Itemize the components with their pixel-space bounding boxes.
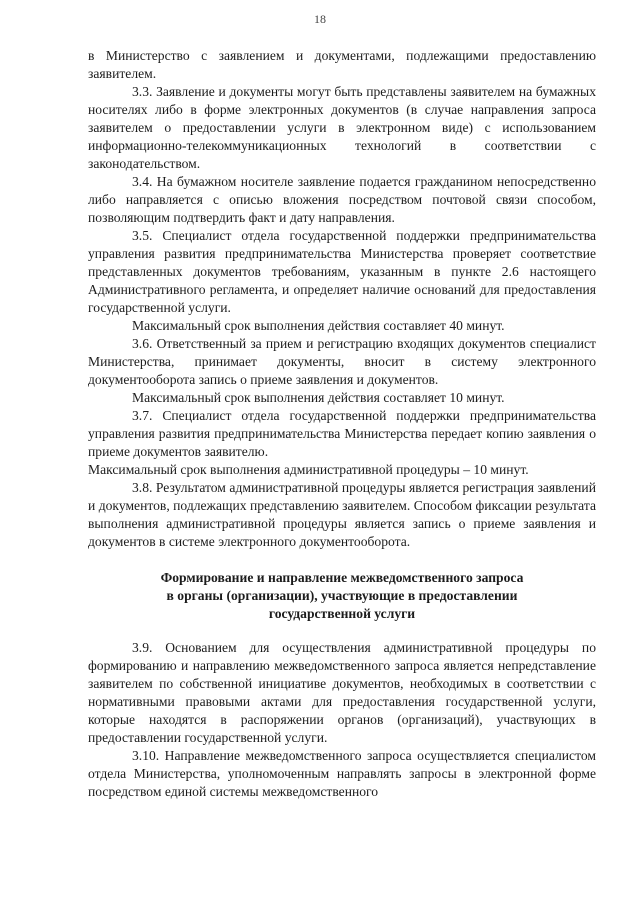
section-heading-line: государственной услуги [268,606,416,621]
section-heading [88,569,596,623]
paragraph-3-7: 3.7. Специалист отдела государственной поддержки предпринимательства управления развития предпринимательства Министерства передает копию заявления о приеме документов заявителю. [88,408,596,459]
paragraph-3-9: 3.9. Основанием для осуществления административной процедуры по формированию и направлению межведомственного запроса является непредставление заявителем по собственной инициативе документов, необходимых в соответствии с нормативными правовыми актами для предоставления государственной услуги, которые находятся в распоряжении органов (организаций), участвующих в предоставлении государственной услуги. [88,640,596,745]
paragraph-continuation: в Министерство с заявлением и документами, подлежащими предоставлению заявителем. [88,48,596,81]
paragraph-3-8: 3.8. Результатом административной процедуры является регистрация заявлений и документов, подлежащих представлению заявителем. Способом фиксации результата выполнения административной процедуры является запись о приеме заявления и документов в системе электронного документооборота. [88,480,596,549]
page-content [88,47,596,801]
paragraph-time-limit-10: Максимальный срок выполнения действия составляет 10 минут. [132,390,505,405]
paragraph-3-10: 3.10. Направление межведомственного запроса осуществляется специалистом отдела Министерства, уполномоченным направлять запросы в электронной форме посредством единой системы межведомственного [88,748,596,799]
page-number: 18 [314,12,326,26]
paragraph-procedure-time-limit: Максимальный срок выполнения административной процедуры – 10 минут. [88,462,529,477]
paragraph-3-4: 3.4. На бумажном носителе заявление подается гражданином непосредственно либо направляется с описью вложения посредством почтовой связи способом, позволяющим подтвердить факт и дату направления. [88,174,596,225]
section-heading-line: в органы (организации), участвующие в предоставлении [166,588,518,603]
paragraph-3-3: 3.3. Заявление и документы могут быть представлены заявителем на бумажных носителях либо в форме электронных документов (в случае направления запроса заявителем о предоставлении услуги в электронном виде) с использованием информационно-телекоммуникационных технологий в соответствии с законодательством. [88,84,596,171]
paragraph-time-limit-40: Максимальный срок выполнения действия составляет 40 минут. [132,318,505,333]
section-heading-line: Формирование и направление межведомственного запроса [160,570,524,585]
paragraph-3-5: 3.5. Специалист отдела государственной поддержки предпринимательства управления развития предпринимательства Министерства проверяет соответствие представленных документов требованиям, указанным в пункте 2.6 настоящего Административного регламента, и определяет наличие оснований для предоставления государственной услуги. [88,228,596,315]
paragraph-3-6: 3.6. Ответственный за прием и регистрацию входящих документов специалист Министерства, принимает документы, вносит в систему электронного документооборота запись о приеме заявления и документов. [88,336,596,387]
